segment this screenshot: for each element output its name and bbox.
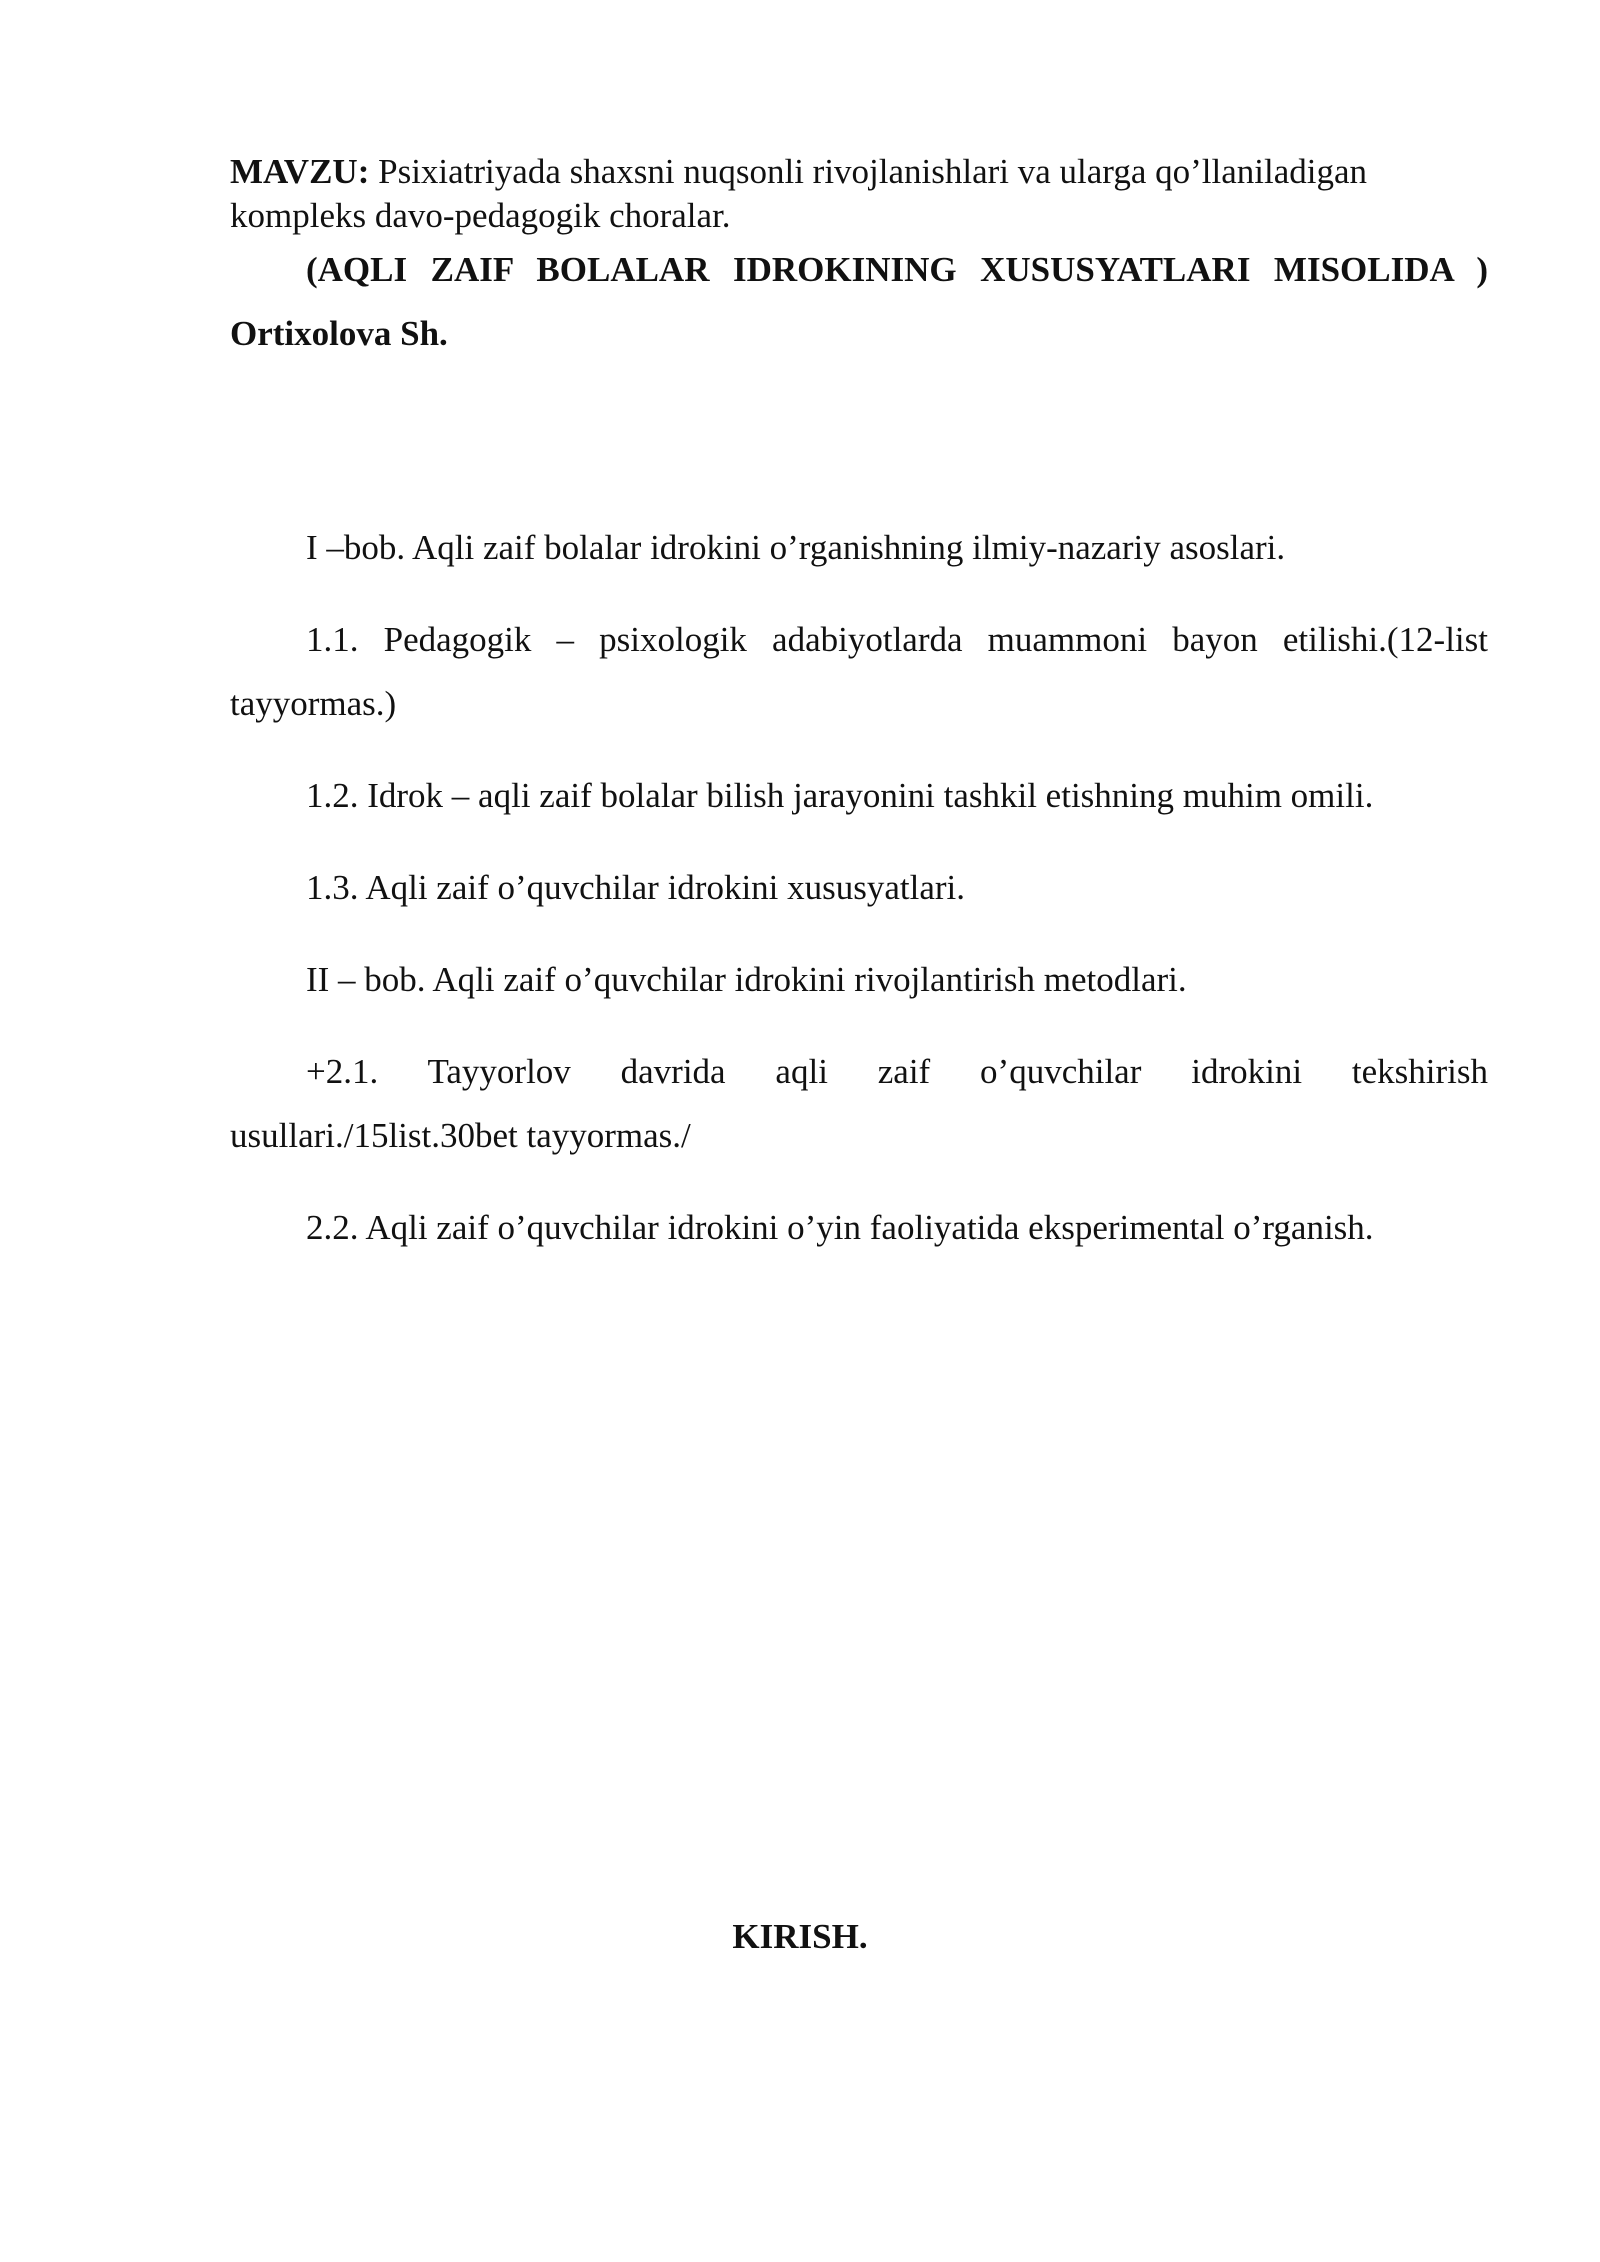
intro-heading: KIRISH.: [732, 1917, 868, 1956]
toc-item: I –bob. Aqli zaif bolalar idrokini o’rganishning ilmiy-nazariy asoslari.: [306, 528, 1286, 567]
toc-item: II – bob. Aqli zaif o’quvchilar idrokini rivojlantirish metodlari.: [306, 960, 1187, 999]
document-content: [230, 150, 1488, 1288]
topic-text: Psixiatriyada shaxsni nuqsonli rivojlanishlari va ularga qo’llaniladigan kompleks davo-pedagogik choralar.: [230, 152, 1367, 235]
toc-item: +2.1. Tayyorlov davrida aqli zaif o’quvchilar idrokini tekshirish usullari./15list.30bet tayyormas./: [230, 1052, 1488, 1155]
topic-paragraph: [230, 150, 1488, 238]
toc-item: 1.3. Aqli zaif o’quvchilar idrokini xususyatlari.: [306, 868, 966, 907]
toc-item: 1.1. Pedagogik – psixologik adabiyotlarda muammoni bayon etilishi.(12-list tayyormas.): [230, 620, 1488, 723]
toc-item: 2.2. Aqli zaif o’quvchilar idrokini o’yin faoliyatida eksperimental o’rganish.: [306, 1208, 1374, 1247]
author-name: Ortixolova Sh.: [230, 314, 448, 353]
subtitle-paragraph: [230, 238, 1488, 366]
subtitle-text: (AQLI ZAIF BOLALAR IDROKINING XUSUSYATLARI MISOLIDA ): [306, 250, 1488, 289]
topic-label: MAVZU:: [230, 152, 370, 191]
toc-item: 1.2. Idrok – aqli zaif bolalar bilish jarayonini tashkil etishning muhim omili.: [306, 776, 1374, 815]
table-of-contents: [230, 516, 1488, 1260]
